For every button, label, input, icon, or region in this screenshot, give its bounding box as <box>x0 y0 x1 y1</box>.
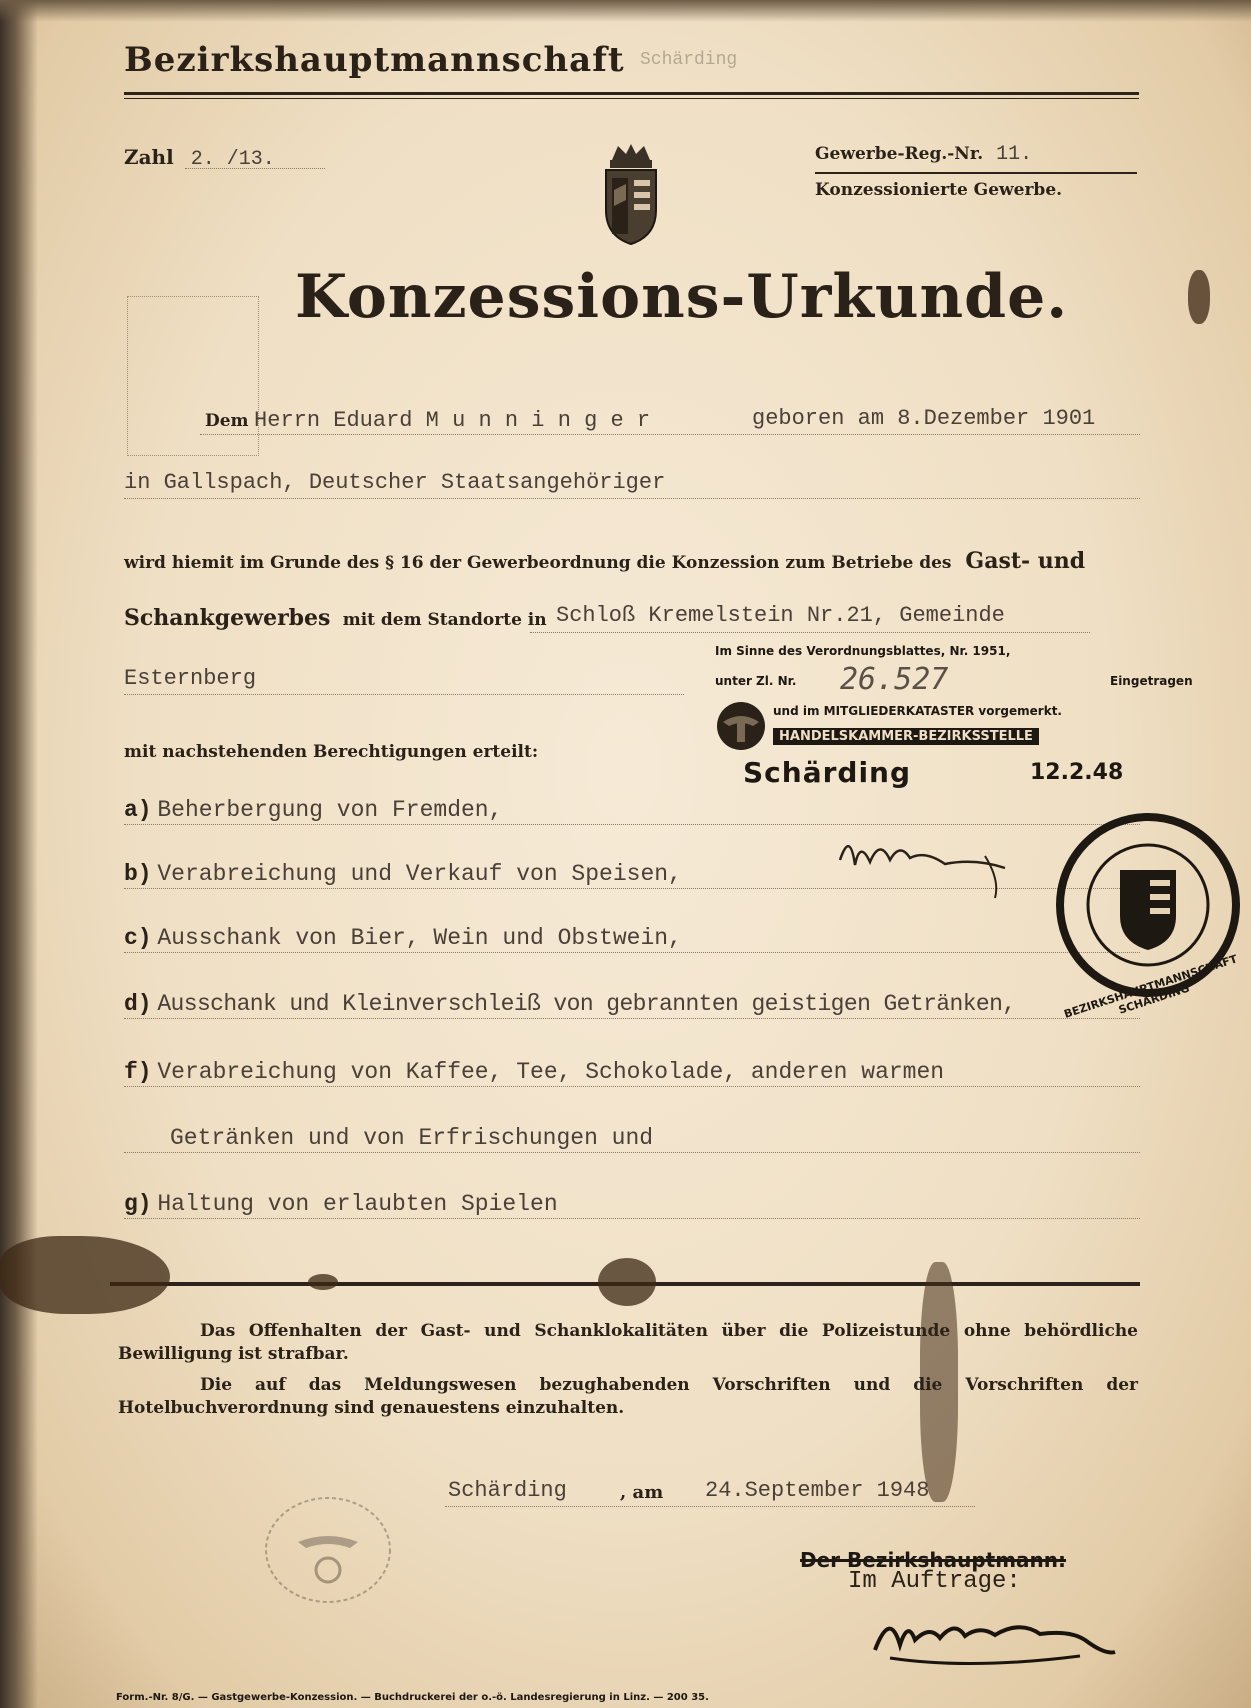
grant-text-a-bold: Gast- und <box>965 548 1086 574</box>
recipient-line <box>205 406 650 433</box>
official-seal-faint <box>258 1490 398 1610</box>
recipient-origin: in Gallspach, Deutscher Staatsangehöriger <box>124 470 666 495</box>
issue-am: , am <box>620 1482 664 1503</box>
grant-text-b: mit dem Standorte in <box>342 610 547 630</box>
document-title: Konzessions-Urkunde. <box>295 262 1069 332</box>
right-dotline <box>124 1152 1140 1153</box>
register-rule <box>815 172 1137 174</box>
right-item <box>124 1058 944 1085</box>
note-paragraph-1: Das Offenhalten der Gast- und Schanklokalitäten über die Polizeistunde ohne behördliche Bewilligung ist strafbar. <box>118 1321 1138 1364</box>
right-label: f) <box>124 1059 152 1085</box>
right-text: Beherbergung von Fremden, <box>157 797 503 823</box>
stamp-line-2-value: 26.527 <box>840 662 949 697</box>
zahl-label: Zahl <box>124 145 174 169</box>
ink-stain <box>1188 270 1210 324</box>
authority-heading: Bezirkshauptmannschaft <box>124 40 625 80</box>
round-seal-text: BEZIRKSHAUPTMANNSCHAFT SCHÄRDING <box>1062 952 1239 1021</box>
right-item <box>124 990 1016 1017</box>
stamp-date: 12.2.48 <box>1030 760 1124 785</box>
grant-line-1 <box>124 548 1144 574</box>
right-item <box>124 860 682 887</box>
right-text: Ausschank von Bier, Wein und Obstwein, <box>157 925 682 951</box>
right-label: a) <box>124 797 152 823</box>
stamp-line-1: Im Sinne des Verordnungsblattes, Nr. 1951, <box>715 644 1011 658</box>
right-dotline <box>124 1086 1140 1087</box>
page-edge-shadow-left <box>0 0 38 1708</box>
auftrag-label: Im Auftrage: <box>848 1568 1021 1595</box>
register-label: Gewerbe-Reg.-Nr. <box>815 144 984 164</box>
right-text: Verabreichung von Kaffee, Tee, Schokolade, anderen warmen <box>157 1059 945 1085</box>
page-edge-shadow-top <box>0 0 1251 22</box>
register-field <box>815 142 1032 166</box>
stamp-line-4: HANDELSKAMMER-BEZIRKSSTELLE <box>773 728 1039 745</box>
right-text: Ausschank und Kleinverschleiß von gebrannten geistigen Getränken, <box>157 991 1016 1017</box>
recipient-name: Herrn Eduard M u n n i n g e r <box>254 408 651 433</box>
salutation: Dem <box>205 411 249 431</box>
right-text: Getränken und von Erfrischungen und <box>170 1125 654 1151</box>
stamp-line-2-tail: Eingetragen <box>1110 674 1193 688</box>
right-dotline <box>124 952 1140 953</box>
right-item <box>124 924 682 951</box>
coat-of-arms-icon <box>598 140 664 248</box>
right-label: g) <box>124 1191 152 1217</box>
stamp-line-2-label: unter Zl. Nr. <box>715 674 797 688</box>
handwritten-initials <box>835 820 1035 900</box>
stamp-place: Schärding <box>743 756 912 789</box>
zahl-dotline <box>185 168 325 169</box>
grant-location-2: Esternberg <box>124 666 257 691</box>
grant-text-a: wird hiemit im Grunde des § 16 der Gewerbeordnung die Konzession zum Betriebe des <box>124 553 952 573</box>
right-label: b) <box>124 861 152 887</box>
right-dotline <box>124 1218 1140 1219</box>
chamber-stamp <box>715 640 1193 800</box>
ink-stain <box>0 1236 170 1314</box>
issue-place: Schärding <box>448 1478 567 1503</box>
signature <box>870 1600 1120 1680</box>
right-item <box>124 796 502 823</box>
recipient-birth: geboren am 8.Dezember 1901 <box>752 406 1096 431</box>
grant-location-1: Schloß Kremelstein Nr.21, Gemeinde <box>556 603 1005 628</box>
stamp-line-3: und im MITGLIEDERKATASTER vorgemerkt. <box>773 704 1062 718</box>
ink-stain <box>598 1258 656 1306</box>
ink-stain <box>308 1274 338 1290</box>
authority-typed-faded: Schärding <box>640 50 738 70</box>
date-dotline <box>445 1506 975 1507</box>
zahl-value: 2. /13. <box>190 148 275 171</box>
grant-text-b-bold: Schankgewerbes <box>124 605 331 631</box>
note-paragraph-2: Die auf das Meldungswesen bezughabenden Vorschriften und die Vorschriften der Hotelbuchverordnung sind genauestens einzuhalten. <box>118 1375 1138 1418</box>
right-label: d) <box>124 991 152 1017</box>
location-dotline-2 <box>124 694 684 695</box>
right-text: Haltung von erlaubten Spielen <box>157 1191 558 1217</box>
grant-line-2 <box>124 605 547 631</box>
right-label: c) <box>124 925 152 951</box>
issue-date: 24.September 1948 <box>705 1478 930 1503</box>
origin-dotline <box>124 498 1140 499</box>
header-rule <box>124 92 1139 95</box>
right-dotline <box>124 1018 1140 1019</box>
right-text: Verabreichung und Verkauf von Speisen, <box>157 861 682 887</box>
recipient-dotline <box>200 434 1140 435</box>
eagle-emblem-icon <box>715 700 767 752</box>
location-dotline-1 <box>530 632 1090 633</box>
authority-struck: Der Bezirkshauptmann: <box>800 1548 1067 1572</box>
grant-text-c: mit nachstehenden Berechtigungen erteilt: <box>124 742 539 762</box>
right-item <box>170 1124 653 1151</box>
header-rule-thin <box>124 98 1139 99</box>
right-item <box>124 1190 558 1217</box>
register-value: 11. <box>996 143 1033 166</box>
form-note: Form.-Nr. 8/G. — Gastgewerbe-Konzession. — Buchdruckerei der o.-ö. Landesregierung in Linz. — 200 35. <box>116 1692 709 1703</box>
register-sub: Konzessionierte Gewerbe. <box>815 180 1063 200</box>
